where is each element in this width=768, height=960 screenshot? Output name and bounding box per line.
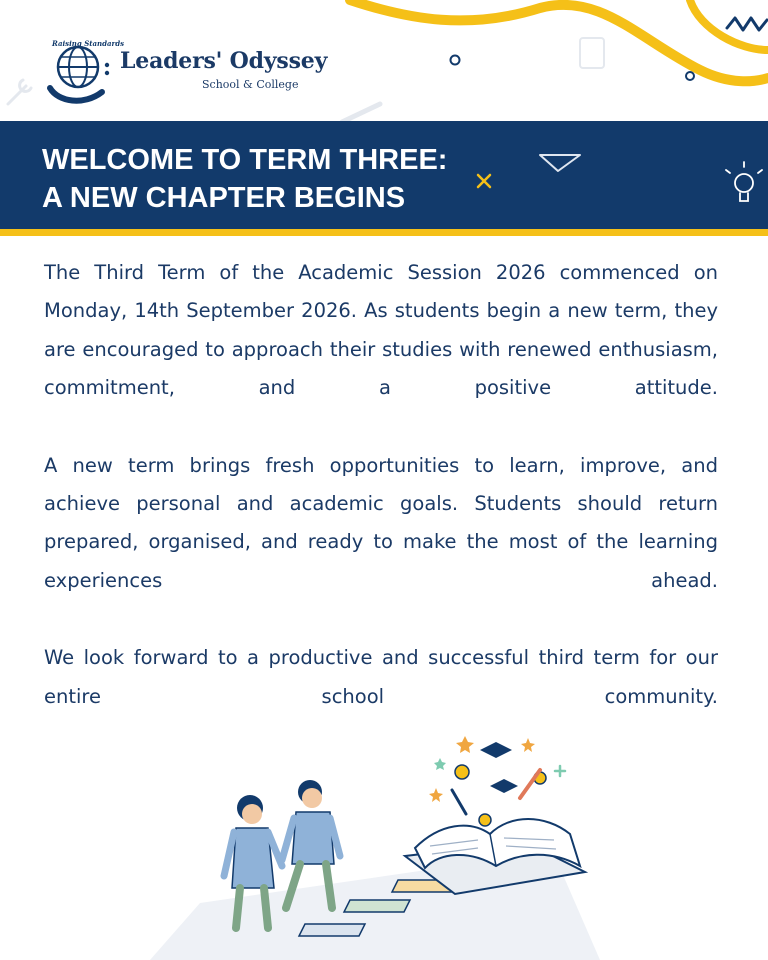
lightbulb-icon-yellow xyxy=(455,765,469,779)
set-square-icon xyxy=(540,155,580,171)
paragraph-2: A new term brings fresh opportunities to learn, improve, and achieve personal and academic goals. Students should return prepared, organised, and ready to make the most of the learning experiences ahead. xyxy=(44,453,718,592)
pencil-icon-2 xyxy=(452,790,466,814)
globe-logo-icon xyxy=(44,36,125,106)
star-icon-2 xyxy=(521,738,535,752)
graduation-cap-icon xyxy=(480,742,512,758)
school-logo xyxy=(44,36,328,106)
squiggle-doodle xyxy=(727,18,767,30)
students-book-illustration xyxy=(140,728,600,960)
svg-text:Raising Standards: Raising Standards xyxy=(52,39,125,48)
paragraph-1: The Third Term of the Academic Session 2026 commenced on Monday, 14th September 2026. As students begin a new term, they are encouraged to approach their studies with renewed enthusiasm, commitment, and a positive attitude. xyxy=(44,261,718,400)
book-icon-faint xyxy=(580,38,604,68)
x-mark-icon xyxy=(478,175,490,187)
pencil-icon-faint xyxy=(342,104,380,122)
star-icon-3 xyxy=(429,788,443,802)
school-subtitle: School & College xyxy=(202,78,299,91)
wrench-icon-faint xyxy=(8,80,31,104)
banner-doodles xyxy=(0,121,768,229)
paragraph-3: We look forward to a productive and successful third term for our entire school community. xyxy=(44,646,718,708)
banner-title-line-2: A NEW CHAPTER BEGINS xyxy=(42,182,406,214)
school-name: Leaders' Odyssey xyxy=(120,48,328,74)
announcement-body xyxy=(44,254,718,755)
star-icon xyxy=(456,736,474,753)
lightbulb-icon-yellow-3 xyxy=(479,814,491,826)
graduation-cap-icon-2 xyxy=(490,779,518,793)
star-icon-4 xyxy=(434,758,446,770)
small-circle-doodle-2 xyxy=(686,72,694,80)
small-circle-doodle xyxy=(451,56,460,65)
banner-title-line-1: WELCOME TO TERM THREE: xyxy=(42,144,448,176)
title-banner xyxy=(0,121,768,236)
plus-icon xyxy=(555,766,565,776)
lightbulb-icon xyxy=(726,162,762,201)
ideas-burst xyxy=(429,736,565,826)
yellow-swirl xyxy=(350,0,768,81)
